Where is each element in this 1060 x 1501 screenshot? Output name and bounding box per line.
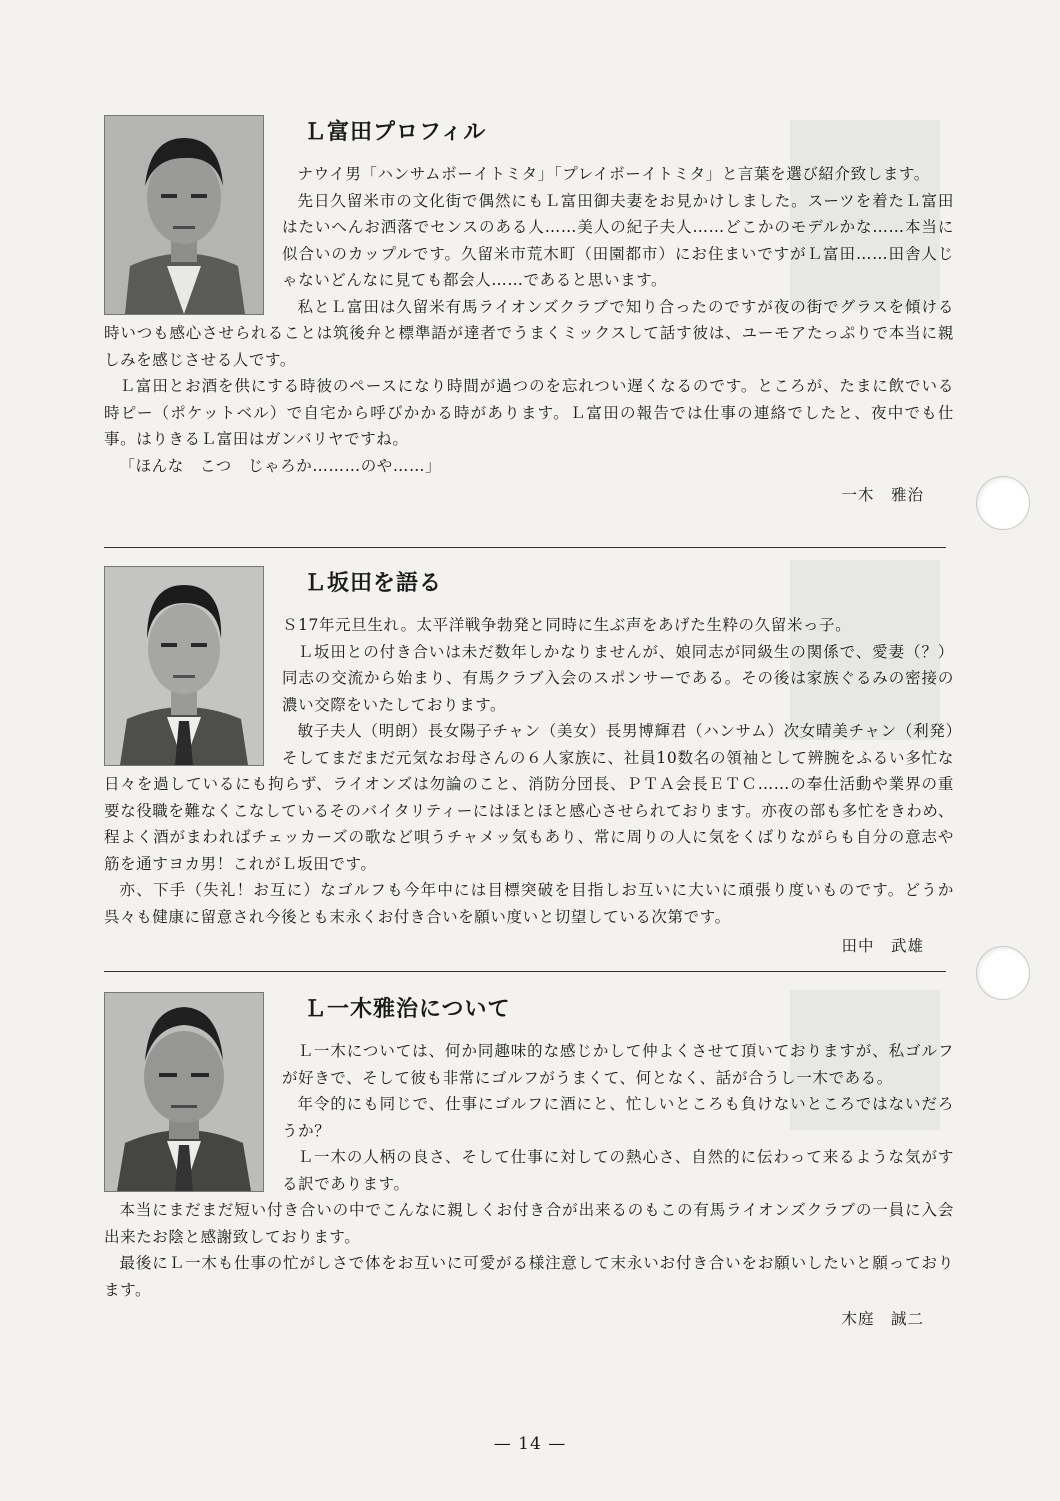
profile-section-ichiki (104, 992, 954, 1329)
quote-line: 「ほんな こつ じゃろか………のや……」 (119, 456, 442, 475)
profile-section-sakata (104, 566, 954, 956)
author-name: 田中 武雄 (841, 937, 924, 955)
section-divider (104, 547, 946, 548)
paragraph: Ｌ一木の人柄の良さ、そして仕事に対しての熱心さ、自然的に伝わって来るような気がする訳であります。 (282, 1148, 954, 1193)
paragraph: 先日久留米市の文化街で偶然にもＬ富田御夫妻をお見かけしました。スーツを着たＬ富田はたいへんお洒落でセンスのある人……美人の紀子夫人……どこかのモデルかな……本当に似合いのカップルです。久留米市荒木町（田園都市）にお住まいですがＬ富田……田舎人じゃないどんなに見ても都会人……であると思います。 (282, 191, 954, 289)
page-number: — 14 — (493, 1434, 567, 1454)
paragraph: 亦、下手（失礼！お互に）なゴルフも今年中には目標突破を目指しお互いに大いに頑張り度いものです。どうか呉々も健康に留意され今後とも末永くお付き合いを願い度いと切望している次第です。 (104, 881, 954, 926)
paragraph: Ｌ坂田との付き合いは未だ数年しかなりませんが、娘同志が同級生の関係で、愛妻（？）同志の交流から始まり、有馬クラブ入会のスポンサーである。その後は家族ぐるみの密接の濃い交際をいたしております。 (282, 642, 954, 714)
section-heading: Ｌ富田プロフィル (304, 120, 487, 145)
paragraph: 最後にＬ一木も仕事の忙がしさで体をお互いに可愛がる様注意して末永いお付き合いをお願いしたいと願っております。 (104, 1254, 954, 1299)
portrait-photo (104, 115, 264, 315)
paragraph: ナウイ男「ハンサムボーイトミタ」「プレイボーイトミタ」と言葉を選び紹介致します。 (297, 165, 930, 183)
section-heading: Ｌ坂田を語る (304, 571, 443, 596)
profile-section-tomita (104, 115, 954, 505)
section-divider (104, 971, 946, 972)
punch-hole-top (976, 476, 1030, 530)
author-name: 木庭 誠二 (841, 1310, 924, 1328)
paragraph: Ｌ一木については、何か同趣味的な感じかして仲よくさせて頂いておりますが、私ゴルフが好きで、そして彼も非常にゴルフがうまくて、何となく、話が合うし一木である。 (282, 1042, 954, 1087)
punch-hole-bottom (976, 946, 1030, 1000)
section-heading: Ｌ一木雅治について (304, 997, 511, 1022)
paragraph: 私とＬ富田は久留米有馬ライオンズクラブで知り合ったのですが夜の街でグラスを傾ける時いつも感心させられることは筑後弁と標準語が達者でうまくミックスして話す彼は、ユーモアたっぷりで本当に親しみを感じさせる人です。 (104, 297, 954, 369)
portrait-photo (104, 566, 264, 766)
paragraph: Ｌ富田とお酒を供にする時彼のペースになり時間が過つのを忘れつい遅くなるのです。ところが、たまに飲でいる時ピー（ポケットベル）で自宅から呼びかかる時があります。Ｌ富田の報告では仕事の連絡でしたと、夜中でも仕事。はりきるＬ富田はガンバリヤですね。 (104, 377, 954, 448)
portrait-photo (104, 992, 264, 1192)
author-name: 一木 雅治 (841, 486, 924, 504)
paragraph: 本当にまだまだ短い付き合いの中でこんなに親しくお付き合が出来るのもこの有馬ライオンズクラブの一員に入会出来たお陰と感謝致しております。 (104, 1201, 954, 1246)
paragraph: Ｓ17年元旦生れ。太平洋戦争勃発と同時に生ぶ声をあげた生粋の久留米っ子。 (282, 616, 852, 634)
paragraph: 年令的にも同じで、仕事にゴルフに酒にと、忙しいところも負けないところではないだろうか？ (282, 1095, 954, 1140)
paragraph: 敏子夫人（明朗）長女陽子チャン（美女）長男博輝君（ハンサム）次女晴美チャン（利発）そしてまだまだ元気なお母さんの６人家族に、社員10数名の領袖として辨腕をふるい多忙な日々を過しているにも拘らず、ライオンズは勿論のこと、消防分団長、ＰＴＡ会長ＥＴＣ……の奉仕活動や業界の重要な役職を難なくこなしているそのバイタリティーにはほとほと感心させられております。亦夜の部も多忙をきわめ、程よく酒がまわればチェッカーズの歌など唄うチャメッ気もあり、常に周りの人に気をくばりながらも自分の意志や筋を通すヨカ男！これがＬ坂田です。 (104, 722, 954, 873)
